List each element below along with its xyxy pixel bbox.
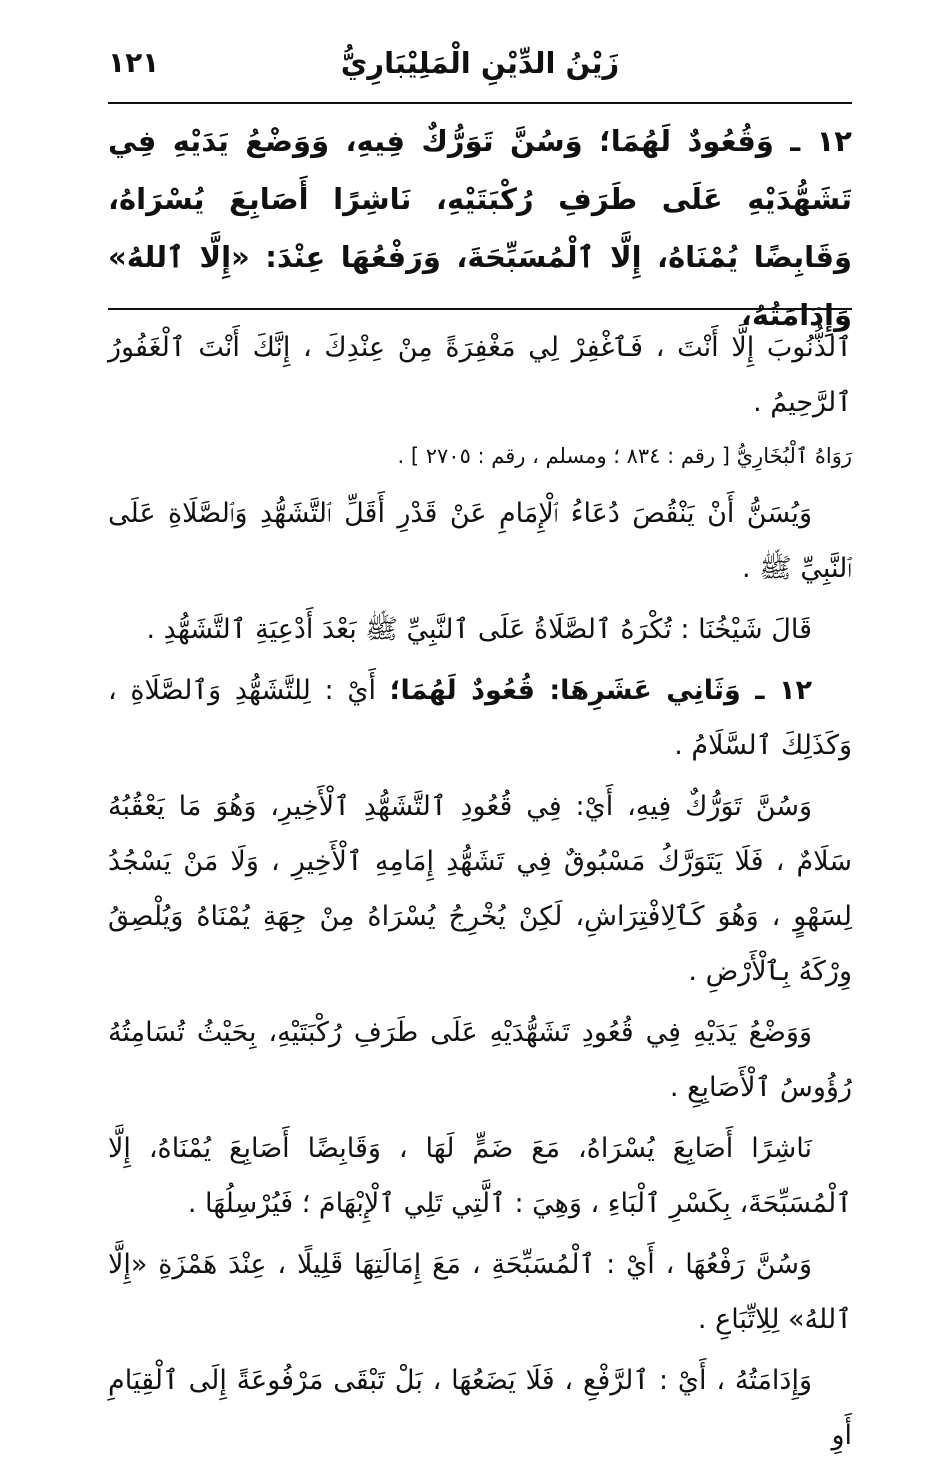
section-number-heading: ١٢ ـ وَثَانِي عَشَرِهَا: قُعُودٌ لَهُمَا؛: [389, 675, 812, 706]
commentary-paragraph-6: وَوَضْعُ يَدَيْهِ فِي قُعُودِ تَشَهُّدَيْهِ عَلَى طَرَفِ رُكْبَتَيْهِ، بِحَيْثُ تُسَامِتُهُ رُؤُوسُ ٱلْأَصَابِعِ .: [108, 1017, 852, 1103]
header-rule: [108, 102, 852, 104]
commentary-paragraph-9: وَإِدَامَتُهُ ، أَيْ : ٱلرَّفْعِ ، فَلَا يَضَعُهَا ، بَلْ تَبْقَى مَرْفُوعَةً إِلَى ٱلْقِيَامِ أَوِ: [108, 1365, 852, 1451]
commentary-paragraph-7: نَاشِرًا أَصَابِعَ يُسْرَاهُ، مَعَ ضَمٍّ لَهَا ، وَقَابِضًا أَصَابِعَ يُمْنَاهُ، إِلَّا ٱلْمُسَبِّحَةَ، بِكَسْرِ ٱلْبَاءِ ، وَهِيَ : ٱلَّتِي تَلِي ٱلْإِبْهَامَ ؛ فَيُرْسِلُهَا .: [108, 1133, 852, 1219]
commentary: [108, 320, 852, 1463]
commentary-paragraph-4: [108, 663, 852, 773]
commentary-paragraph-8: وَسُنَّ رَفْعُهَا ، أَيْ : ٱلْمُسَبِّحَةِ ، مَعَ إِمَالَتِهَا قَلِيلًا ، عِنْدَ هَمْزَةِ «إِلَّا ٱللهُ» لِلِاتِّبَاعِ .: [108, 1249, 852, 1335]
main-text: ١٢ ـ وَقُعُودٌ لَهُمَا؛ وَسُنَّ تَوَرُّكٌ فِيهِ، وَوَضْعُ يَدَيْهِ فِي تَشَهُّدَيْهِ عَلَى طَرَفِ رُكْبَتَيْهِ، نَاشِرًا أَصَابِعَ يُسْرَاهُ، وَقَابِضًا يُمْنَاهُ، إِلَّا ٱلْمُسَبِّحَةَ، وَرَفْعُهَا عِنْدَ: «إِلَّا ٱللهُ» وَإِدَامَتُهُ،: [108, 124, 852, 332]
commentary-paragraph-3: قَالَ شَيْخُنَا : تُكْرَهُ ٱلصَّلَاةُ عَلَى ٱلنَّبِيِّ ﷺ بَعْدَ أَدْعِيَةِ ٱلتَّشَهُّدِ .: [146, 614, 812, 645]
commentary-paragraph-5: وَسُنَّ تَوَرُّكٌ فِيهِ، أَيْ: فِي قُعُودِ ٱلتَّشَهُّدِ ٱلْأَخِيرِ، وَهُوَ مَا يَعْقُبُهُ سَلَامٌ ، فَلَا يَتَوَرَّكُ مَسْبُوقٌ فِي تَشَهُّدِ إِمَامِهِ ٱلْأَخِيرِ ، وَلَا مَنْ يَسْجُدُ لِسَهْوٍ ، وَهُوَ كَٱلِافْتِرَاشِ، لَكِنْ يُخْرِجُ يُسْرَاهُ مِنْ جِهَةِ يُمْنَاهُ وَيُلْصِقُ وِرْكَهُ بِٱلْأَرْضِ .: [108, 791, 852, 987]
commentary-paragraph-1: ٱلذُّنُوبَ إِلَّا أَنْتَ ، فَٱغْفِرْ لِي مَغْفِرَةً مِنْ عِنْدِكَ ، إِنَّكَ أَنْتَ ٱلْغَفُورُ ٱلرَّحِيمُ .: [108, 332, 852, 418]
running-title: زَيْنُ الدِّيْنِ الْمَلِيْبَارِيُّ: [340, 46, 620, 80]
page-header: [108, 40, 852, 102]
commentary-paragraph-4-text: أَيْ : لِلتَّشَهُّدِ وَٱلصَّلَاةِ ، وَكَذَلِكَ ٱلسَّلَامُ .: [108, 675, 852, 761]
book-page: [108, 40, 852, 1451]
commentary-paragraph-2: وَيُسَنُّ أَنْ يَنْقُصَ دُعَاءُ ٱلْإِمَامِ عَنْ قَدْرِ أَقَلِّ ٱلتَّشَهُّدِ وَٱلصَّلَاةِ عَلَى ٱلنَّبِيِّ ﷺ .: [108, 498, 852, 584]
page-number: ١٢١: [108, 46, 160, 79]
hadith-reference: رَوَاهُ ٱلْبُخَارِيُّ [ رقم : ٨٣٤ ؛ ومسلم ، رقم : ٢٧٠٥ ] .: [397, 444, 852, 468]
